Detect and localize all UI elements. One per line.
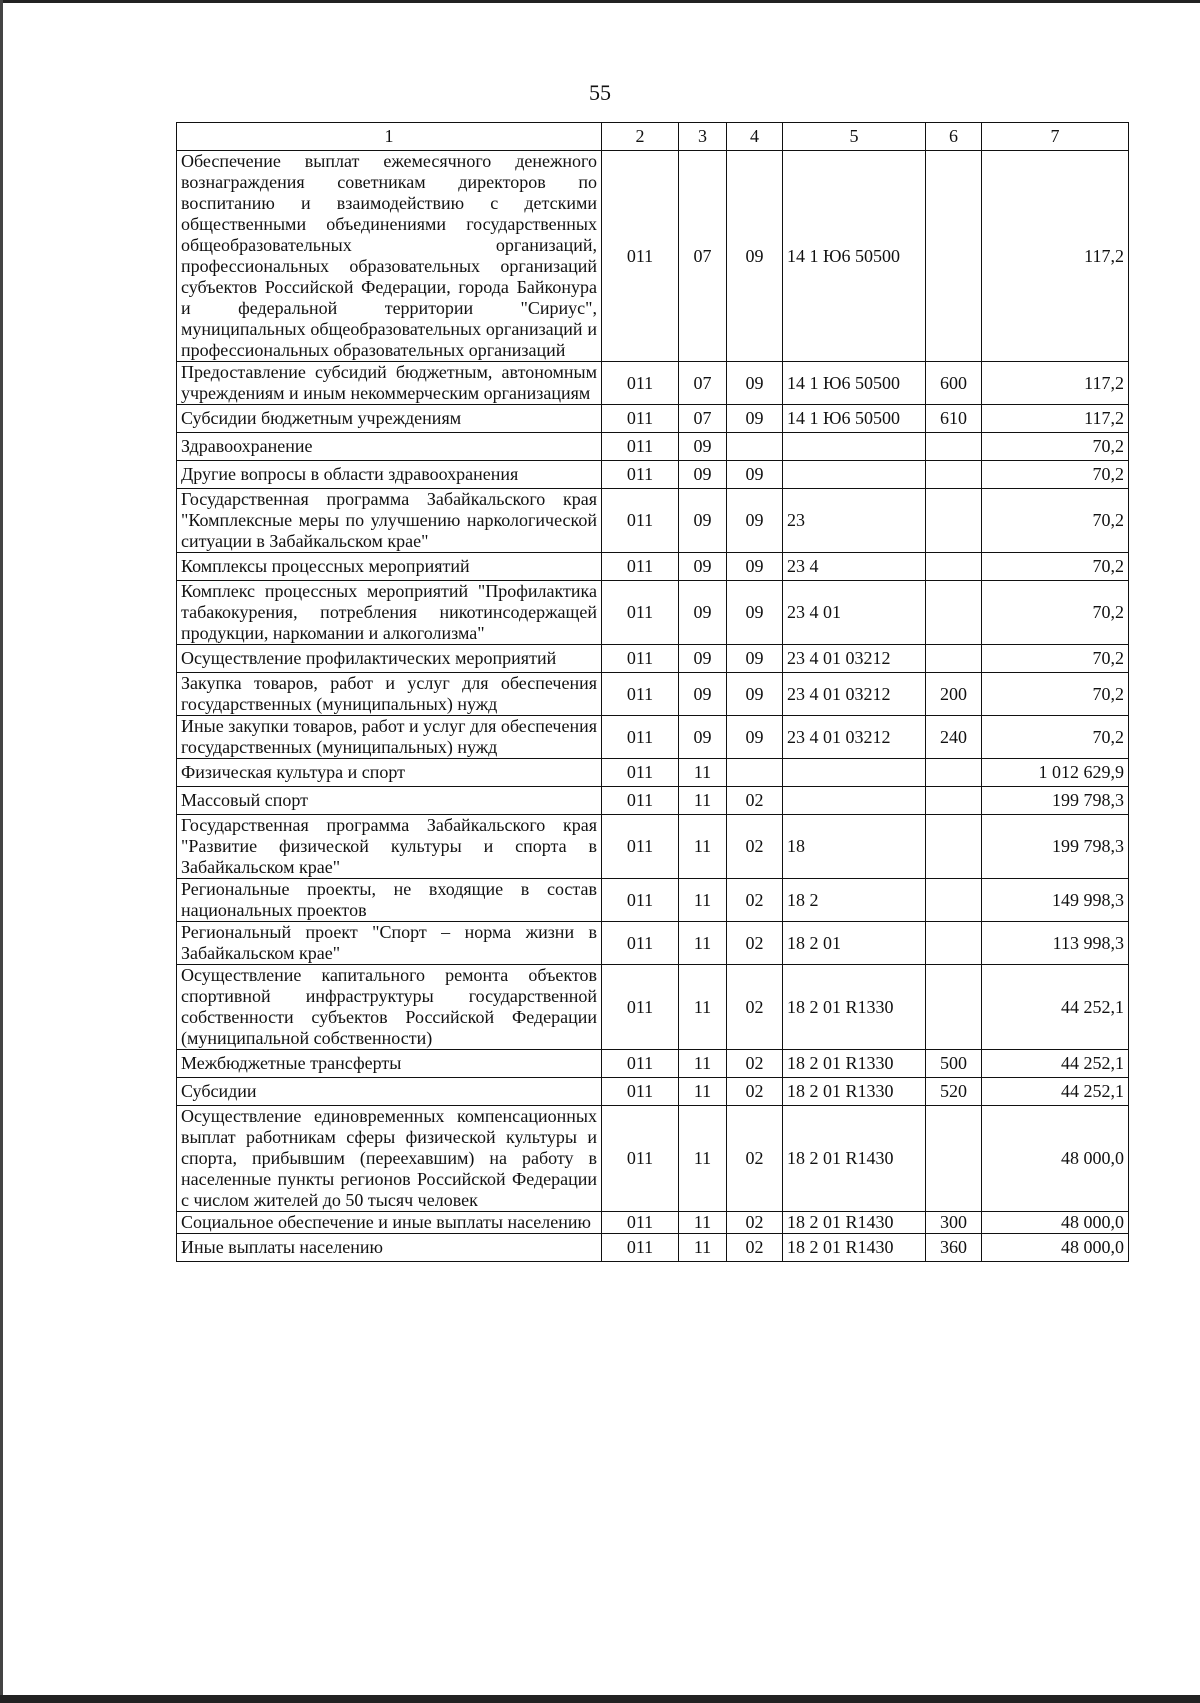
table-row [177, 645, 1129, 673]
amount-cell: 199 798,3 [982, 815, 1129, 879]
target-article-cell [783, 433, 926, 461]
expense-type-cell [926, 553, 982, 581]
expense-type-cell [926, 645, 982, 673]
subsection-cell: 09 [727, 581, 783, 645]
expense-type-cell: 200 [926, 673, 982, 716]
section-cell: 11 [679, 1212, 727, 1234]
expense-type-cell: 240 [926, 716, 982, 759]
header-cell: 7 [982, 123, 1129, 151]
item-name-cell: Государственная программа Забайкальского края "Развитие физической культуры и спорта в Забайкальском крае" [177, 815, 602, 879]
amount-cell: 48 000,0 [982, 1234, 1129, 1262]
admin-code-cell: 011 [602, 489, 679, 553]
expense-type-cell [926, 815, 982, 879]
expense-type-cell: 300 [926, 1212, 982, 1234]
header-cell: 4 [727, 123, 783, 151]
expense-type-cell [926, 965, 982, 1050]
section-cell: 11 [679, 787, 727, 815]
section-cell: 11 [679, 1234, 727, 1262]
admin-code-cell: 011 [602, 965, 679, 1050]
expense-type-cell: 610 [926, 405, 982, 433]
expense-type-cell [926, 879, 982, 922]
expense-type-cell: 360 [926, 1234, 982, 1262]
item-name-cell: Комплексы процессных мероприятий [177, 553, 602, 581]
table-row [177, 673, 1129, 716]
subsection-cell: 02 [727, 1234, 783, 1262]
item-name-cell: Субсидии [177, 1078, 602, 1106]
target-article-cell [783, 787, 926, 815]
subsection-cell: 02 [727, 1050, 783, 1078]
amount-cell: 70,2 [982, 716, 1129, 759]
expense-type-cell [926, 489, 982, 553]
amount-cell: 113 998,3 [982, 922, 1129, 965]
target-article-cell: 18 2 01 R1330 [783, 1050, 926, 1078]
amount-cell: 149 998,3 [982, 879, 1129, 922]
table-row [177, 922, 1129, 965]
expense-type-cell [926, 433, 982, 461]
table-row [177, 1078, 1129, 1106]
section-cell: 09 [679, 461, 727, 489]
item-name-cell: Иные выплаты населению [177, 1234, 602, 1262]
target-article-cell [783, 461, 926, 489]
admin-code-cell: 011 [602, 405, 679, 433]
table-row [177, 787, 1129, 815]
table-row [177, 362, 1129, 405]
target-article-cell: 18 [783, 815, 926, 879]
item-name-cell: Социальное обеспечение и иные выплаты населению [177, 1212, 602, 1234]
item-name-cell: Другие вопросы в области здравоохранения [177, 461, 602, 489]
item-name-cell: Межбюджетные трансферты [177, 1050, 602, 1078]
table-row [177, 759, 1129, 787]
amount-cell: 44 252,1 [982, 1078, 1129, 1106]
header-row [177, 123, 1129, 151]
target-article-cell: 14 1 Ю6 50500 [783, 362, 926, 405]
admin-code-cell: 011 [602, 879, 679, 922]
amount-cell: 70,2 [982, 645, 1129, 673]
section-cell: 11 [679, 815, 727, 879]
item-name-cell: Комплекс процессных мероприятий "Профилактика табакокурения, потребления никотинсодержащей продукции, наркомании и алкоголизма" [177, 581, 602, 645]
section-cell: 09 [679, 433, 727, 461]
admin-code-cell: 011 [602, 759, 679, 787]
table-row [177, 716, 1129, 759]
amount-cell: 70,2 [982, 461, 1129, 489]
subsection-cell: 02 [727, 922, 783, 965]
table-row [177, 1234, 1129, 1262]
subsection-cell [727, 433, 783, 461]
target-article-cell: 23 4 01 03212 [783, 673, 926, 716]
expense-type-cell [926, 581, 982, 645]
admin-code-cell: 011 [602, 716, 679, 759]
section-cell: 11 [679, 879, 727, 922]
table-row [177, 581, 1129, 645]
amount-cell: 44 252,1 [982, 965, 1129, 1050]
table-body [177, 151, 1129, 1262]
amount-cell: 117,2 [982, 405, 1129, 433]
admin-code-cell: 011 [602, 645, 679, 673]
subsection-cell: 09 [727, 489, 783, 553]
admin-code-cell: 011 [602, 1234, 679, 1262]
section-cell: 09 [679, 673, 727, 716]
item-name-cell: Региональный проект "Спорт – норма жизни в Забайкальском крае" [177, 922, 602, 965]
admin-code-cell: 011 [602, 461, 679, 489]
subsection-cell: 02 [727, 1212, 783, 1234]
section-cell: 07 [679, 405, 727, 433]
subsection-cell: 02 [727, 879, 783, 922]
header-cell: 5 [783, 123, 926, 151]
table-row [177, 405, 1129, 433]
subsection-cell: 09 [727, 461, 783, 489]
admin-code-cell: 011 [602, 581, 679, 645]
subsection-cell: 02 [727, 965, 783, 1050]
admin-code-cell: 011 [602, 1078, 679, 1106]
expense-type-cell [926, 461, 982, 489]
subsection-cell [727, 759, 783, 787]
amount-cell: 70,2 [982, 489, 1129, 553]
item-name-cell: Осуществление профилактических мероприятий [177, 645, 602, 673]
top-border [0, 0, 1200, 3]
admin-code-cell: 011 [602, 1106, 679, 1212]
target-article-cell [783, 759, 926, 787]
admin-code-cell: 011 [602, 673, 679, 716]
table-row [177, 433, 1129, 461]
admin-code-cell: 011 [602, 787, 679, 815]
subsection-cell: 09 [727, 405, 783, 433]
item-name-cell: Осуществление капитального ремонта объектов спортивной инфраструктуры государственной собственности субъектов Российской Федерации (муниципальной собственности) [177, 965, 602, 1050]
section-cell: 11 [679, 759, 727, 787]
section-cell: 11 [679, 965, 727, 1050]
amount-cell: 1 012 629,9 [982, 759, 1129, 787]
section-cell: 09 [679, 581, 727, 645]
table-row [177, 1106, 1129, 1212]
target-article-cell: 23 4 01 03212 [783, 716, 926, 759]
item-name-cell: Иные закупки товаров, работ и услуг для обеспечения государственных (муниципальных) нужд [177, 716, 602, 759]
expense-type-cell [926, 151, 982, 362]
section-cell: 07 [679, 362, 727, 405]
amount-cell: 70,2 [982, 433, 1129, 461]
header-cell: 2 [602, 123, 679, 151]
item-name-cell: Субсидии бюджетным учреждениям [177, 405, 602, 433]
subsection-cell: 09 [727, 645, 783, 673]
amount-cell: 70,2 [982, 553, 1129, 581]
item-name-cell: Массовый спорт [177, 787, 602, 815]
subsection-cell: 02 [727, 1078, 783, 1106]
target-article-cell: 23 4 01 03212 [783, 645, 926, 673]
page-number: 55 [589, 80, 611, 105]
amount-cell: 70,2 [982, 673, 1129, 716]
target-article-cell: 14 1 Ю6 50500 [783, 151, 926, 362]
target-article-cell: 23 4 01 [783, 581, 926, 645]
section-cell: 11 [679, 1050, 727, 1078]
amount-cell: 48 000,0 [982, 1212, 1129, 1234]
subsection-cell: 09 [727, 151, 783, 362]
amount-cell: 117,2 [982, 362, 1129, 405]
expense-type-cell [926, 787, 982, 815]
table-row [177, 553, 1129, 581]
admin-code-cell: 011 [602, 553, 679, 581]
bottom-border [0, 1695, 1200, 1703]
expense-type-cell [926, 759, 982, 787]
subsection-cell: 09 [727, 553, 783, 581]
section-cell: 11 [679, 1078, 727, 1106]
amount-cell: 70,2 [982, 581, 1129, 645]
expense-type-cell: 500 [926, 1050, 982, 1078]
admin-code-cell: 011 [602, 922, 679, 965]
target-article-cell: 18 2 01 R1330 [783, 1078, 926, 1106]
section-cell: 11 [679, 922, 727, 965]
section-cell: 09 [679, 489, 727, 553]
table-row [177, 815, 1129, 879]
subsection-cell: 09 [727, 673, 783, 716]
left-border [0, 0, 3, 1703]
table-row [177, 489, 1129, 553]
budget-table [176, 122, 1129, 1262]
section-cell: 09 [679, 645, 727, 673]
section-cell: 09 [679, 716, 727, 759]
expense-type-cell: 600 [926, 362, 982, 405]
target-article-cell: 18 2 [783, 879, 926, 922]
target-article-cell: 18 2 01 [783, 922, 926, 965]
subsection-cell: 09 [727, 716, 783, 759]
item-name-cell: Осуществление единовременных компенсационных выплат работникам сферы физической культуры и спорта, прибывшим (переехавшим) на работу в населенные пункты регионов Российской Федерации с числом жителей до 50 тысяч человек [177, 1106, 602, 1212]
admin-code-cell: 011 [602, 433, 679, 461]
header-cell: 6 [926, 123, 982, 151]
section-cell: 11 [679, 1106, 727, 1212]
target-article-cell: 18 2 01 R1430 [783, 1106, 926, 1212]
target-article-cell: 23 [783, 489, 926, 553]
target-article-cell: 23 4 [783, 553, 926, 581]
section-cell: 07 [679, 151, 727, 362]
amount-cell: 199 798,3 [982, 787, 1129, 815]
amount-cell: 44 252,1 [982, 1050, 1129, 1078]
item-name-cell: Физическая культура и спорт [177, 759, 602, 787]
amount-cell: 117,2 [982, 151, 1129, 362]
item-name-cell: Предоставление субсидий бюджетным, автономным учреждениям и иным некоммерческим организациям [177, 362, 602, 405]
subsection-cell: 09 [727, 362, 783, 405]
admin-code-cell: 011 [602, 362, 679, 405]
table-row [177, 1050, 1129, 1078]
target-article-cell: 18 2 01 R1430 [783, 1212, 926, 1234]
admin-code-cell: 011 [602, 1050, 679, 1078]
subsection-cell: 02 [727, 787, 783, 815]
subsection-cell: 02 [727, 815, 783, 879]
table-row [177, 461, 1129, 489]
item-name-cell: Региональные проекты, не входящие в состав национальных проектов [177, 879, 602, 922]
subsection-cell: 02 [727, 1106, 783, 1212]
amount-cell: 48 000,0 [982, 1106, 1129, 1212]
item-name-cell: Закупка товаров, работ и услуг для обеспечения государственных (муниципальных) нужд [177, 673, 602, 716]
admin-code-cell: 011 [602, 815, 679, 879]
header-cell: 3 [679, 123, 727, 151]
table-row [177, 1212, 1129, 1234]
target-article-cell: 18 2 01 R1330 [783, 965, 926, 1050]
admin-code-cell: 011 [602, 151, 679, 362]
table-row [177, 879, 1129, 922]
table-row [177, 151, 1129, 362]
section-cell: 09 [679, 553, 727, 581]
admin-code-cell: 011 [602, 1212, 679, 1234]
target-article-cell: 14 1 Ю6 50500 [783, 405, 926, 433]
expense-type-cell: 520 [926, 1078, 982, 1106]
target-article-cell: 18 2 01 R1430 [783, 1234, 926, 1262]
item-name-cell: Государственная программа Забайкальского края "Комплексные меры по улучшению наркологической ситуации в Забайкальском крае" [177, 489, 602, 553]
table-row [177, 965, 1129, 1050]
expense-type-cell [926, 922, 982, 965]
item-name-cell: Обеспечение выплат ежемесячного денежного вознаграждения советникам директоров по воспитанию и взаимодействию с детскими общественными объединениями государственных общеобразовательных организаций, профессиональных образовательных организаций субъектов Российской Федерации, города Байконура и федеральной территории "Сириус", муниципальных общеобразовательных организаций и профессиональных образовательных организаций [177, 151, 602, 362]
header-cell: 1 [177, 123, 602, 151]
expense-type-cell [926, 1106, 982, 1212]
item-name-cell: Здравоохранение [177, 433, 602, 461]
